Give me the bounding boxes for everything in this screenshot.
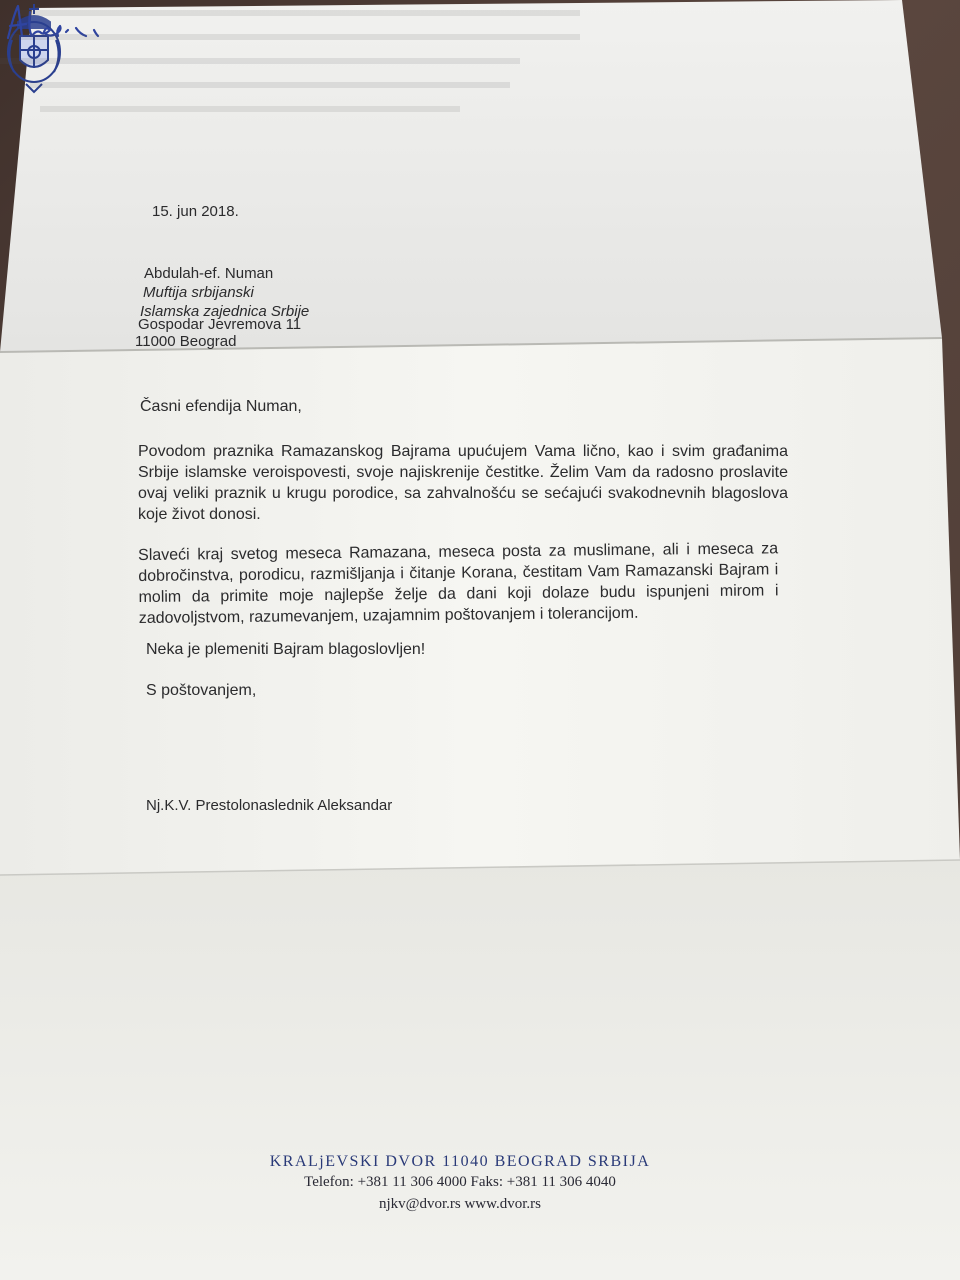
recipient-organization: Islamska zajednica Srbije	[140, 303, 310, 320]
signer-name: Nj.K.V. Prestolonaslednik Aleksandar	[146, 797, 393, 814]
letter-date: 15. jun 2018.	[152, 203, 239, 220]
recipient-street: Gospodar Jevremova 11	[138, 316, 302, 333]
closing-regards: S poštovanjem,	[146, 682, 257, 699]
recipient-city: 11000 Beograd	[135, 333, 237, 350]
body-paragraph-1: Povodom praznika Ramazanskog Bajrama upućujem Vama lično, kao i svim građanima Srbije islamske veroispovesti, svoje najiskrenije čestitke. Želim Vam da radosno proslavite ovaj veliki praznik u krugu porodice, sa zahvalnošću se sećajući svakodnevnih blagoslova koje život donosi.	[138, 443, 788, 523]
faded-show-through-text	[0, 0, 600, 140]
closing-blessing: Neka je plemeniti Bajram blagoslovljen!	[146, 641, 426, 658]
body-paragraph-2: Slaveći kraj svetog meseca Ramazana, meseca posta za muslimane, ali i meseca za dobročinstva, porodicu, razmišljanja i čitanje Korana, čestitam Vam Ramazanski Bajram i molim da primite moje najlepše želje da dani koji dolaze budu ispunjeni mirom i zadovoljstvom, razumevanjem, uzajamnim poštovanjem i tolerancijom.	[138, 540, 779, 627]
paper-bottom-panel	[0, 860, 960, 1280]
footer-address: KRALjEVSKI DVOR 11040 BEOGRAD SRBIJA	[269, 1153, 651, 1170]
salutation: Časni efendija Numan,	[140, 398, 302, 415]
footer-email-web: njkv@dvor.rs www.dvor.rs	[378, 1196, 541, 1212]
recipient-title: Muftija srbijanski	[143, 284, 254, 301]
recipient-name: Abdulah-ef. Numan	[144, 265, 274, 282]
footer-phone-fax: Telefon: +381 11 306 4000 Faks: +381 11 306 4040	[304, 1174, 616, 1190]
